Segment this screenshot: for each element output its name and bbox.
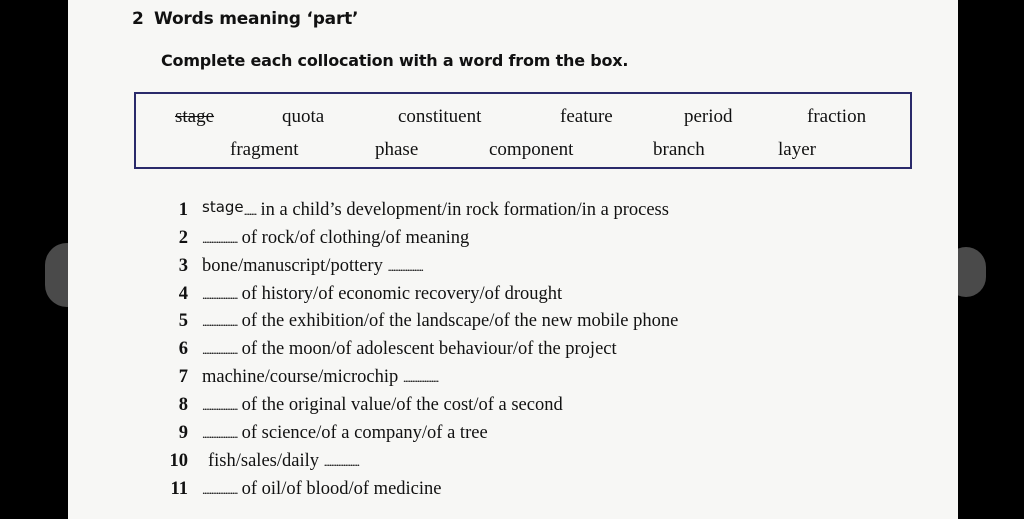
answer-blank[interactable]: .................... xyxy=(323,454,359,469)
item-number: 9 xyxy=(178,423,188,443)
item-text: bone/manuscript/pottery xyxy=(202,256,383,276)
word-box-word: layer xyxy=(778,139,816,160)
item-text: of oil/of blood/of medicine xyxy=(241,479,442,499)
item-number: 4 xyxy=(178,284,188,304)
item-number: 1 xyxy=(178,200,188,220)
word-box-word: fragment xyxy=(230,139,299,160)
item-text: in a child’s development/in rock formation/in a process xyxy=(260,200,669,220)
item-text: of the original value/of the cost/of a second xyxy=(241,395,563,415)
word-box-word: phase xyxy=(375,139,419,160)
item-text: machine/course/microchip xyxy=(202,367,399,387)
word-box-word: branch xyxy=(653,139,705,160)
answer-blank[interactable]: .................... xyxy=(202,287,237,302)
answer-blank[interactable]: .................... xyxy=(402,370,438,385)
answer-blank[interactable]: .................... xyxy=(202,314,237,329)
item-number: 6 xyxy=(178,339,188,359)
item-number: 7 xyxy=(178,367,188,387)
item-text: of the exhibition/of the landscape/of the new mobile phone xyxy=(241,311,679,331)
word-box-word: period xyxy=(684,106,733,127)
word-box-word: quota xyxy=(282,106,325,127)
item-text: of rock/of clothing/of meaning xyxy=(241,228,470,248)
answer-blank[interactable]: .................... xyxy=(202,231,237,246)
word-box-word: constituent xyxy=(398,106,482,127)
answer-blank[interactable]: .................... xyxy=(387,259,423,274)
item-text: of history/of economic recovery/of drought xyxy=(241,284,563,304)
word-box-word: component xyxy=(489,139,574,160)
answer-blank[interactable]: .................... xyxy=(202,482,237,497)
item-text: fish/sales/daily xyxy=(208,451,319,471)
exercise-instruction: Complete each collocation with a word from the box. xyxy=(161,51,629,70)
exercise-heading xyxy=(132,9,358,29)
answer-dots: ....... xyxy=(243,203,256,218)
filled-answer: stage xyxy=(202,198,244,216)
word-box-word: stage xyxy=(175,106,215,127)
answer-blank[interactable]: .................... xyxy=(202,398,237,413)
item-text: of the moon/of adolescent behaviour/of the project xyxy=(241,339,617,359)
answer-blank[interactable]: .................... xyxy=(202,342,237,357)
item-text: of science/of a company/of a tree xyxy=(241,423,488,443)
item-number: 11 xyxy=(170,479,188,499)
item-number: 10 xyxy=(169,451,188,471)
exercise-title: Words meaning ‘part’ xyxy=(154,9,359,29)
exercise-number: 2 xyxy=(132,9,144,29)
word-box-word: fraction xyxy=(807,106,867,127)
item-number: 3 xyxy=(178,256,188,276)
item-number: 8 xyxy=(178,395,188,415)
worksheet-page xyxy=(68,0,958,519)
item-number: 2 xyxy=(178,228,188,248)
item-number: 5 xyxy=(178,311,188,331)
word-box-word: feature xyxy=(560,106,613,127)
answer-blank[interactable]: .................... xyxy=(202,426,237,441)
